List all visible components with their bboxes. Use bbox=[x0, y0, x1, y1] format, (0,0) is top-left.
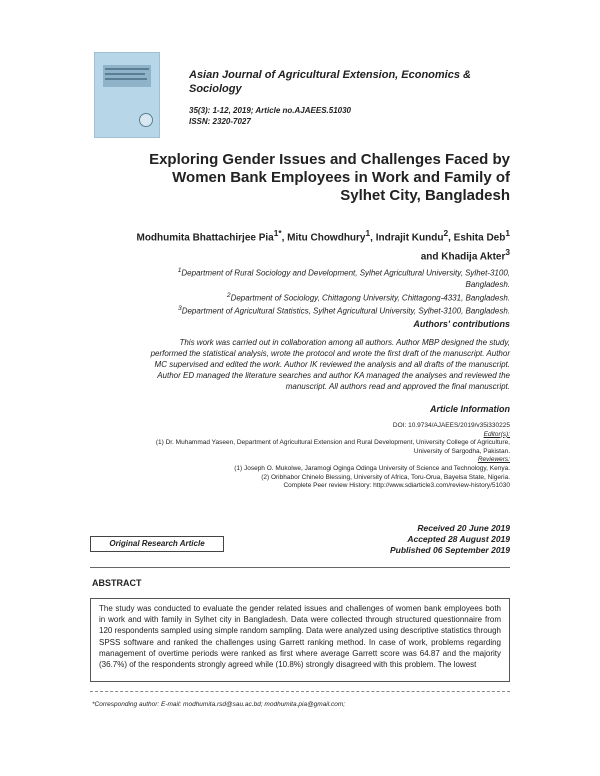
paper-title-line: Women Bank Employees in Work and Family of bbox=[172, 169, 510, 186]
reviewer-text: (1) Joseph O. Mukolwe, Jaramogi Oginga Odinga University of Science and Technology, Kenya. bbox=[234, 464, 510, 472]
author-sup: 3 bbox=[505, 247, 510, 258]
affiliation-1 bbox=[90, 265, 510, 279]
affiliation-3 bbox=[90, 303, 510, 317]
abstract-text: The study was conducted to evaluate the gender related issues and challenges of women bank employees both in work and with family in Sylhet city in Bangladesh. Data were collected through structured questionnaire from 120 respondents sampled using simple random sampling. Data were analyzed using descriptive statistics through SPSS software and ranked the challenges using Garrett ranking method. In case of work, problems regarding management of overtime periods were ranked as first where average Garrett score was 64.87 and the majority (36.7%) of the respondents strongly agreed while (10.8%) strongly disagreed with this problem. The lowest bbox=[99, 604, 501, 670]
contributions-heading: Authors' contributions bbox=[413, 319, 510, 329]
author-name: Modhumita Bhattachirjee Pia bbox=[136, 232, 274, 244]
footnote-divider bbox=[90, 691, 510, 692]
contributions-line: Author ED managed the literature searches and author KA managed the analyses and reviewed the bbox=[157, 371, 510, 380]
author-sup: 1 bbox=[365, 228, 371, 238]
affiliations bbox=[90, 265, 510, 317]
affiliation-text: Department of Sociology, Chittagong University, Chittagong-4331, Bangladesh. bbox=[230, 293, 510, 303]
affiliation-text: Department of Rural Sociology and Development, Sylhet Agricultural University, Sylhet-3100, bbox=[181, 268, 510, 278]
journal-cover-icon bbox=[94, 52, 160, 138]
affiliation-sup: 3 bbox=[178, 305, 182, 313]
abstract-box bbox=[90, 598, 510, 682]
journal-title bbox=[189, 68, 509, 96]
journal-title-line: Asian Journal of Agricultural Extension, Economics & bbox=[189, 69, 471, 81]
affiliation-sup: 2 bbox=[226, 291, 231, 299]
article-info-heading: Article Information bbox=[429, 404, 510, 414]
editor-text: University of Sargodha, Pakistan. bbox=[413, 447, 510, 455]
editors-label: Editor(s): bbox=[483, 430, 510, 438]
author-sup: 2 bbox=[443, 228, 449, 238]
affiliation-sup: 1 bbox=[177, 267, 182, 274]
contributions-text bbox=[90, 337, 510, 392]
publication-dates bbox=[300, 523, 510, 556]
paper-title-line: Sylhet City, Bangladesh bbox=[340, 187, 510, 204]
article-info bbox=[90, 422, 510, 491]
contributions-line: This work was carried out in collaboration among all authors. Author MBP designed the study, bbox=[179, 338, 510, 347]
author-name: and Khadija Akter bbox=[420, 251, 506, 263]
author-name: , Mitu Chowdhury bbox=[281, 232, 366, 244]
received-date: Received 20 June 2019 bbox=[417, 523, 510, 533]
contributions-line: manuscript. All authors read and approved the final manuscript. bbox=[285, 382, 510, 391]
author-name: , Eshita Deb bbox=[448, 232, 506, 244]
paper-title-line: Exploring Gender Issues and Challenges Faced by bbox=[149, 151, 510, 168]
author-line bbox=[90, 245, 510, 264]
accepted-date: Accepted 28 August 2019 bbox=[407, 534, 510, 544]
abstract-heading: ABSTRACT bbox=[92, 578, 142, 588]
affiliation-2 bbox=[90, 290, 510, 304]
affiliation-text: Department of Agricultural Statistics, Sylhet Agricultural University, Sylhet-3100, Bangladesh. bbox=[181, 306, 510, 316]
cover-line bbox=[105, 78, 147, 80]
doi-link[interactable]: DOI: 10.9734/AJAEES/2019/v35i330225 bbox=[392, 422, 510, 429]
contributions-line: performed the statistical analysis, wrote the protocol and wrote the first draft of the manuscript. Author bbox=[150, 349, 510, 358]
editor-text: (1) Dr. Muhammad Yaseen, Department of Agricultural Extension and Rural Development, University College of Agriculture, bbox=[155, 439, 510, 447]
paper-title bbox=[90, 151, 510, 205]
reviewer-text: (2) Oribhabor Chinelo Blessing, University of Africa, Toru-Orua, Bayelsa State, Nigeria. bbox=[261, 473, 510, 481]
journal-issn: ISSN: 2320-7027 bbox=[189, 117, 251, 126]
author-name: , Indrajit Kundu bbox=[370, 232, 444, 244]
journal-citation: 35(3): 1-12, 2019; Article no.AJAEES.51030 bbox=[189, 106, 352, 115]
review-history-link[interactable]: Complete Peer review History: http://www.sdiarticle3.com/review-history/51030 bbox=[283, 482, 510, 490]
cover-line bbox=[105, 68, 149, 70]
affiliation-text: Bangladesh. bbox=[465, 279, 510, 289]
author-list bbox=[90, 226, 510, 265]
reviewers-label: Reviewers: bbox=[477, 456, 510, 464]
cover-seal-icon bbox=[139, 113, 153, 127]
journal-title-line: Sociology bbox=[189, 83, 242, 95]
corresponding-author-footnote: *Corresponding author: E-mail: modhumita.rsd@sau.ac.bd; modhumita.pia@gmail.com; bbox=[92, 701, 346, 708]
article-type-badge: Original Research Article bbox=[90, 536, 224, 552]
cover-line bbox=[105, 73, 145, 75]
author-sup: 1* bbox=[273, 228, 282, 238]
published-date: Published 06 September 2019 bbox=[390, 545, 510, 555]
contributions-line: MC supervised and edited the work. Author IK reviewed the analysis and all drafts of the manuscript. bbox=[154, 360, 510, 369]
divider bbox=[90, 567, 510, 568]
author-sup: 1 bbox=[505, 228, 510, 238]
author-line bbox=[90, 226, 510, 245]
journal-meta bbox=[189, 105, 351, 127]
